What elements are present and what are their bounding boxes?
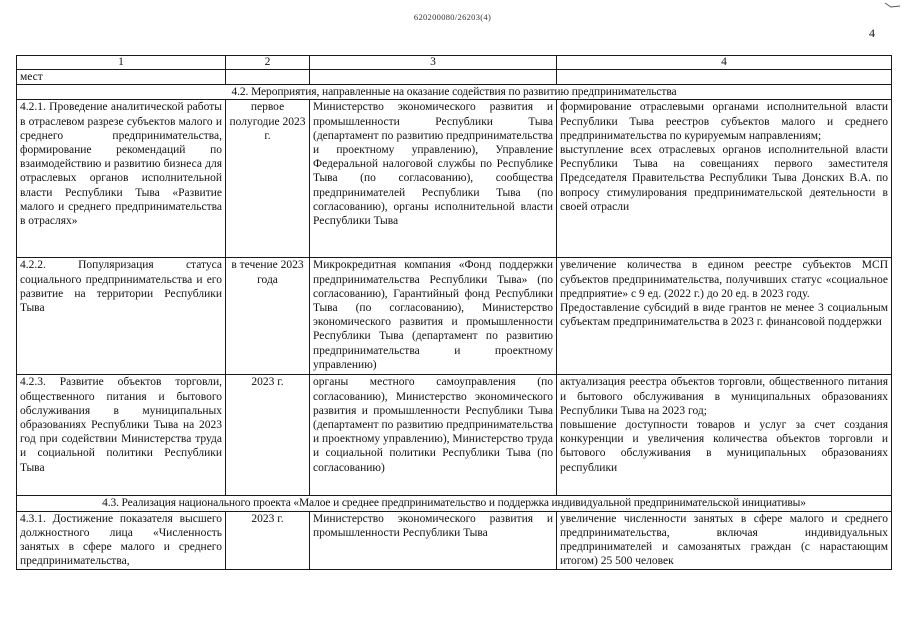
measure-cell: 4.2.1. Проведение аналитической работы в отраслевом разрезе субъектов малого и среднего предпринимательства, формирование рекомендаций по взаимодействию и развитию бизнеса для отраслевых органов исполнительной власти Республики Тыва «Развитие малого и среднего предпринимательства в отраслях» <box>17 100 226 258</box>
table-row <box>17 511 892 569</box>
column-number-1: 1 <box>17 56 226 70</box>
measure-cell: 4.2.2. Популяризация статуса социального предпринимательства и его развитие на территории Республики Тыва <box>17 258 226 375</box>
continuation-row <box>17 70 892 85</box>
measure-cell: 4.2.3. Развитие объектов торговли, общественного питания и бытового обслуживания в муниципальных образованиях Республики Тыва на 2023 год при содействии Министерства труда и социальной политики Республики Тыва <box>17 375 226 496</box>
measures-table <box>16 55 892 570</box>
page-number: 4 <box>869 26 875 40</box>
result-cell <box>557 258 892 375</box>
section-heading-row <box>17 496 892 511</box>
responsible-cell: Министерство экономического развития и промышленности Республики Тыва <box>310 511 557 569</box>
table-row <box>17 258 892 375</box>
table-header-row <box>17 56 892 70</box>
result-paragraph: актуализация реестра объектов торговли, общественного питания и бытового обслуживания в муниципальных образованиях Республики Тыва на 2023 год; <box>560 376 888 417</box>
document-code: 620200080/26203(4) <box>413 12 492 22</box>
responsible-cell: Микрокредитная компания «Фонд поддержки предпринимательства Республики Тыва» (по согласованию), Гарантийный фонд Республики Тыва (по согласованию), Министерство экономического развития и промышленности Республики Тыва (департамент по развитию предпринимательства и проектному управлению) <box>310 258 557 375</box>
result-paragraph: выступление всех отраслевых органов исполнительной власти Республики Тыва на совещаниях первого заместителя Председателя Правительства Республики Тыва Донских В.А. по вопросу стимулирования предпринимательской деятельности в своей отрасли <box>560 144 888 213</box>
deadline-cell: первое полугодие 2023 г. <box>226 100 310 258</box>
result-cell <box>557 375 892 496</box>
column-number-4: 4 <box>557 56 892 70</box>
section-heading-row <box>17 85 892 100</box>
result-paragraph: увеличение численности занятых в сфере малого и среднего предпринимательства, включая индивидуальных предпринимателей и самозанятых граждан (с нарастающим итогом) 25 500 человек <box>560 512 888 568</box>
result-cell <box>557 511 892 569</box>
section-heading-4-3: 4.3. Реализация национального проекта «Малое и среднее предпринимательство и поддержка индивидуальной предпринимательской инициативы» <box>17 496 892 511</box>
continuation-cell: мест <box>17 70 226 85</box>
responsible-cell: Министерство экономического развития и промышленности Республики Тыва (департамент по развитию предпринимательства и проектному управлению), Управление Федеральной налоговой службы по Республике Тыва (по согласованию), сообщества предпринимателей Республики Тыва (по согласованию), органы исполнительной власти Республики Тыва <box>310 100 557 258</box>
deadline-cell: 2023 г. <box>226 511 310 569</box>
corner-mark-icon <box>884 1 902 9</box>
result-cell <box>557 100 892 258</box>
result-paragraph: повышение доступности товаров и услуг за счет создания конкуренции и увеличения количества объектов торговли и бытового обслуживания в муниципальных образованиях республики <box>560 419 888 474</box>
result-paragraph: Предоставление субсидий в виде грантов не менее 3 социальным субъектам предпринимательства в 2023 г. финансовой поддержки <box>560 302 888 329</box>
table-row <box>17 375 892 496</box>
column-number-3: 3 <box>310 56 557 70</box>
section-heading-4-2: 4.2. Мероприятия, направленные на оказание содействия по развитию предпринимательства <box>17 85 892 100</box>
responsible-cell: органы местного самоуправления (по согласованию), Министерство экономического развития и промышленности Республики Тыва (департамент по развитию предпринимательства и проектному управлению), Министерство труда и социальной политики Республики Тыва (по согласованию) <box>310 375 557 496</box>
result-paragraph: формирование отраслевыми органами исполнительной власти Республики Тыва реестров субъектов малого и среднего предпринимательства по курируемым направлениям; <box>560 101 888 142</box>
deadline-cell: 2023 г. <box>226 375 310 496</box>
deadline-cell: в течение 2023 года <box>226 258 310 375</box>
measure-cell: 4.3.1. Достижение показателя высшего должностного лица «Численность занятых в сфере малого и среднего предпринимательства, <box>17 511 226 569</box>
result-paragraph: увеличение количества в едином реестре субъектов МСП субъектов предпринимательства, получивших статус «социальное предприятие» с 9 ед. (2022 г.) до 20 ед. в 2023 году. <box>560 259 888 300</box>
table-row <box>17 100 892 258</box>
column-number-2: 2 <box>226 56 310 70</box>
